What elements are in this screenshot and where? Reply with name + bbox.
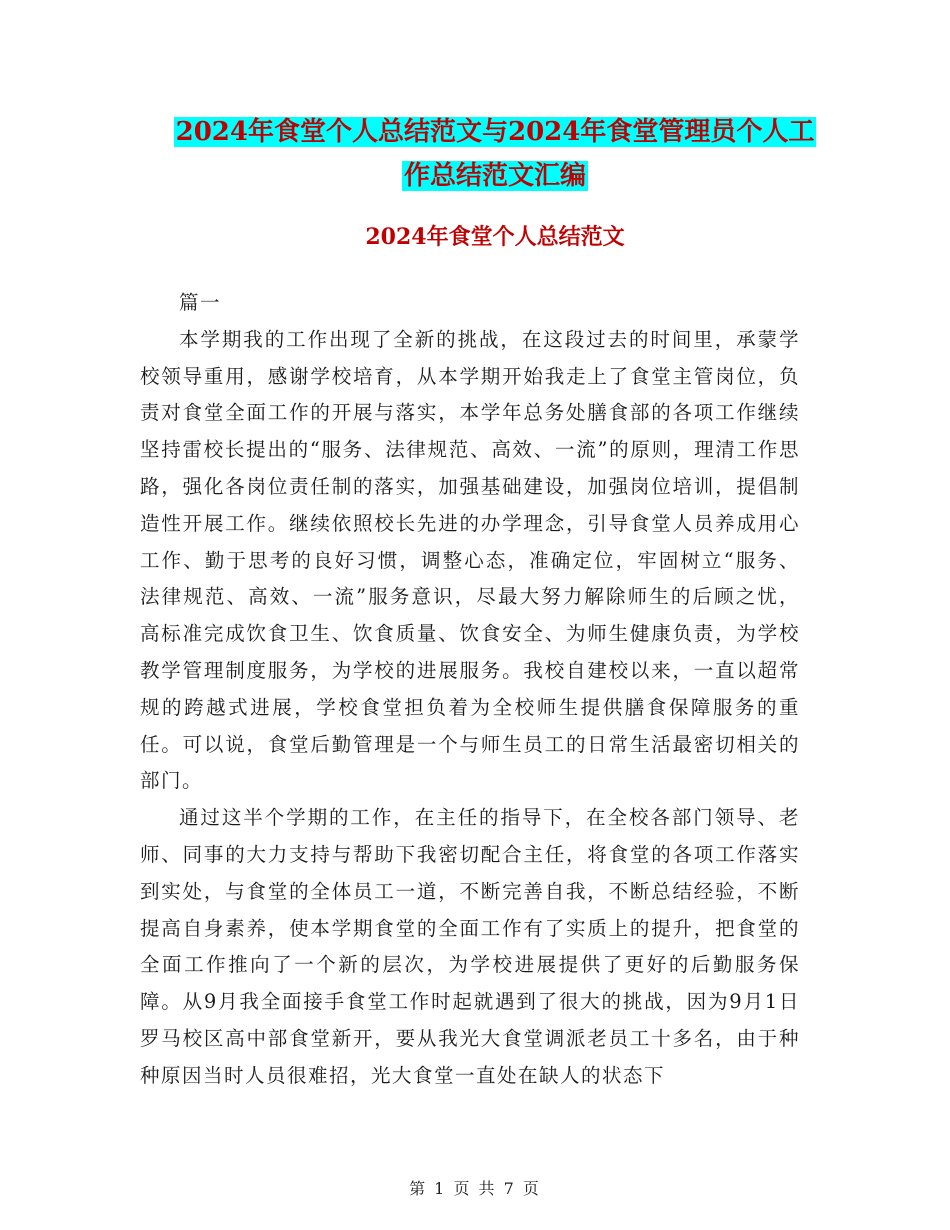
body-paragraph-2: 通过这半个学期的工作，在主任的指导下，在全校各部门领导、老师、同事的大力支持与帮助下我密切配合主任，将食堂的各项工作落实到实处，与食堂的全体员工一道，不断完善自我，不断总结经验，不断提高自身素养，使本学期食堂的全面工作有了实质上的提升，把食堂的全面工作推向了一个新的层次，为学校进展提供了更好的后勤服务保障。从9月我全面接手食堂工作时起就遇到了很大的挑战，因为9月1日罗马校区高中部食堂新开，要从我光大食堂调派老员工十多名，由于种种原因当时人员很难招，光大食堂一直处在缺人的状态下: [140, 806, 800, 1087]
document-title: [140, 110, 850, 198]
body-paragraph-1: 本学期我的工作出现了全新的挑战，在这段过去的时间里，承蒙学校领导重用，感谢学校培育，从本学期开始我走上了食堂主管岗位，负责对食堂全面工作的开展与落实，本学年总务处膳食部的各项工作继续坚持雷校长提出的“服务、法律规范、高效、一流”的原则，理清工作思路，强化各岗位责任制的落实，加强基础建设，加强岗位培训，提倡制造性开展工作。继续依照校长先进的办学理念，引导食堂人员养成用心工作、勤于思考的良好习惯，调整心态，准确定位，牢固树立“服务、法律规范、高效、一流”服务意识，尽最大努力解除师生的后顾之忧，高标准完成饮食卫生、饮食质量、饮食安全、为师生健康负责，为学校教学管理制度服务，为学校的进展服务。我校自建校以来，一直以超常规的跨越式进展，学校食堂担负着为全校师生提供膳食保障服务的重任。可以说，食堂后勤管理是一个与师生员工的日常生活最密切相关的部门。: [140, 327, 800, 793]
document-body: [140, 285, 800, 1095]
page-number-footer: 第 1 页 共 7 页: [409, 1179, 541, 1198]
title-line-2: 作总结范文汇编: [403, 161, 586, 191]
sub-heading: 篇一: [179, 291, 222, 314]
title-line-1: 2024年食堂个人总结范文与2024年食堂管理员个人工: [175, 117, 815, 147]
section-title: 2024年食堂个人总结范文: [365, 224, 625, 250]
